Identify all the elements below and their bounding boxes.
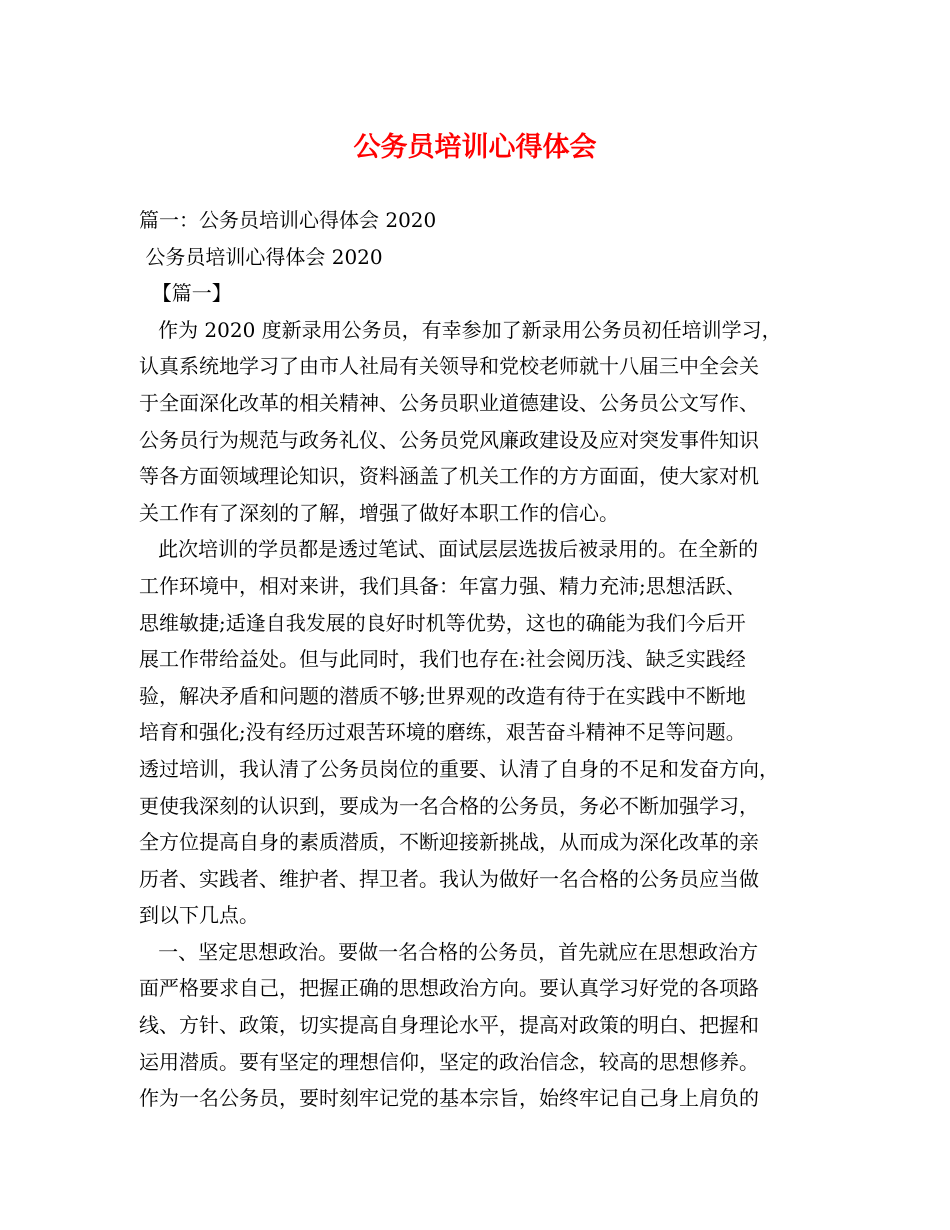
text-line: 于全面深化改革的相关精神、公务员职业道德建设、公务员公文写作、 bbox=[139, 390, 759, 415]
text-line: 此次培训的学员都是透过笔试、面试层层选拔后被录用的。在全新的 bbox=[139, 537, 759, 562]
text-line: 透过培训，我认清了公务员岗位的重要、认清了自身的不足和发奋方向， bbox=[139, 756, 779, 781]
text-line: 运用潜质。要有坚定的理想信仰，坚定的政治信念，较高的思想修养。 bbox=[139, 1049, 759, 1074]
text-line: 思维敏捷;适逢自我发展的良好时机等优势，这也的确能为我们今后开 bbox=[139, 610, 746, 635]
text-line: 关工作有了深刻的了解，增强了做好本职工作的信心。 bbox=[139, 500, 619, 525]
text-line: 等各方面领域理论知识，资料涵盖了机关工作的方方面面，使大家对机 bbox=[139, 464, 759, 489]
text-line: 一、坚定思想政治。要做一名合格的公务员，首先就应在思想政治方 bbox=[139, 939, 759, 964]
text-line: 历者、实践者、维护者、捍卫者。我认为做好一名合格的公务员应当做 bbox=[139, 866, 759, 891]
text-line: 公务员行为规范与政务礼仪、公务员党风廉政建设及应对突发事件知识 bbox=[139, 427, 759, 452]
text-line: 培育和强化;没有经历过艰苦环境的磨练，艰苦奋斗精神不足等问题。 bbox=[139, 720, 746, 745]
text-line: 展工作带给益处。但与此同时，我们也存在:社会阅历浅、缺乏实践经 bbox=[139, 647, 746, 672]
text-line: 验，解决矛盾和问题的潜质不够;世界观的改造有待于在实践中不断地 bbox=[139, 683, 746, 708]
text-line: 作为 2020 度新录用公务员，有幸参加了新录用公务员初任培训学习， bbox=[139, 317, 782, 342]
text-line: 更使我深刻的认识到，要成为一名合格的公务员，务必不断加强学习， bbox=[139, 793, 759, 818]
text-line: 认真系统地学习了由市人社局有关领导和党校老师就十八届三中全会关 bbox=[139, 354, 759, 379]
text-line: 工作环境中，相对来讲，我们具备：年富力强、精力充沛;思想活跃、 bbox=[139, 573, 746, 598]
text-line: 公务员培训心得体会 2020 bbox=[139, 244, 383, 269]
text-line: 到以下几点。 bbox=[139, 903, 259, 928]
document-body bbox=[139, 202, 819, 1117]
text-line: 【篇一】 bbox=[139, 281, 232, 306]
text-line: 篇一：公务员培训心得体会 2020 bbox=[139, 208, 437, 232]
text-line: 作为一名公务员，要时刻牢记党的基本宗旨，始终牢记自己身上肩负的 bbox=[139, 1086, 759, 1111]
text-line: 线、方针、政策，切实提高自身理论水平，提高对政策的明白、把握和 bbox=[139, 1013, 759, 1038]
document-title: 公务员培训心得体会 bbox=[353, 132, 597, 163]
text-line: 面严格要求自己，把握正确的思想政治方向。要认真学习好党的各项路 bbox=[139, 976, 759, 1001]
text-line: 全方位提高自身的素质潜质，不断迎接新挑战，从而成为深化改革的亲 bbox=[139, 830, 759, 855]
